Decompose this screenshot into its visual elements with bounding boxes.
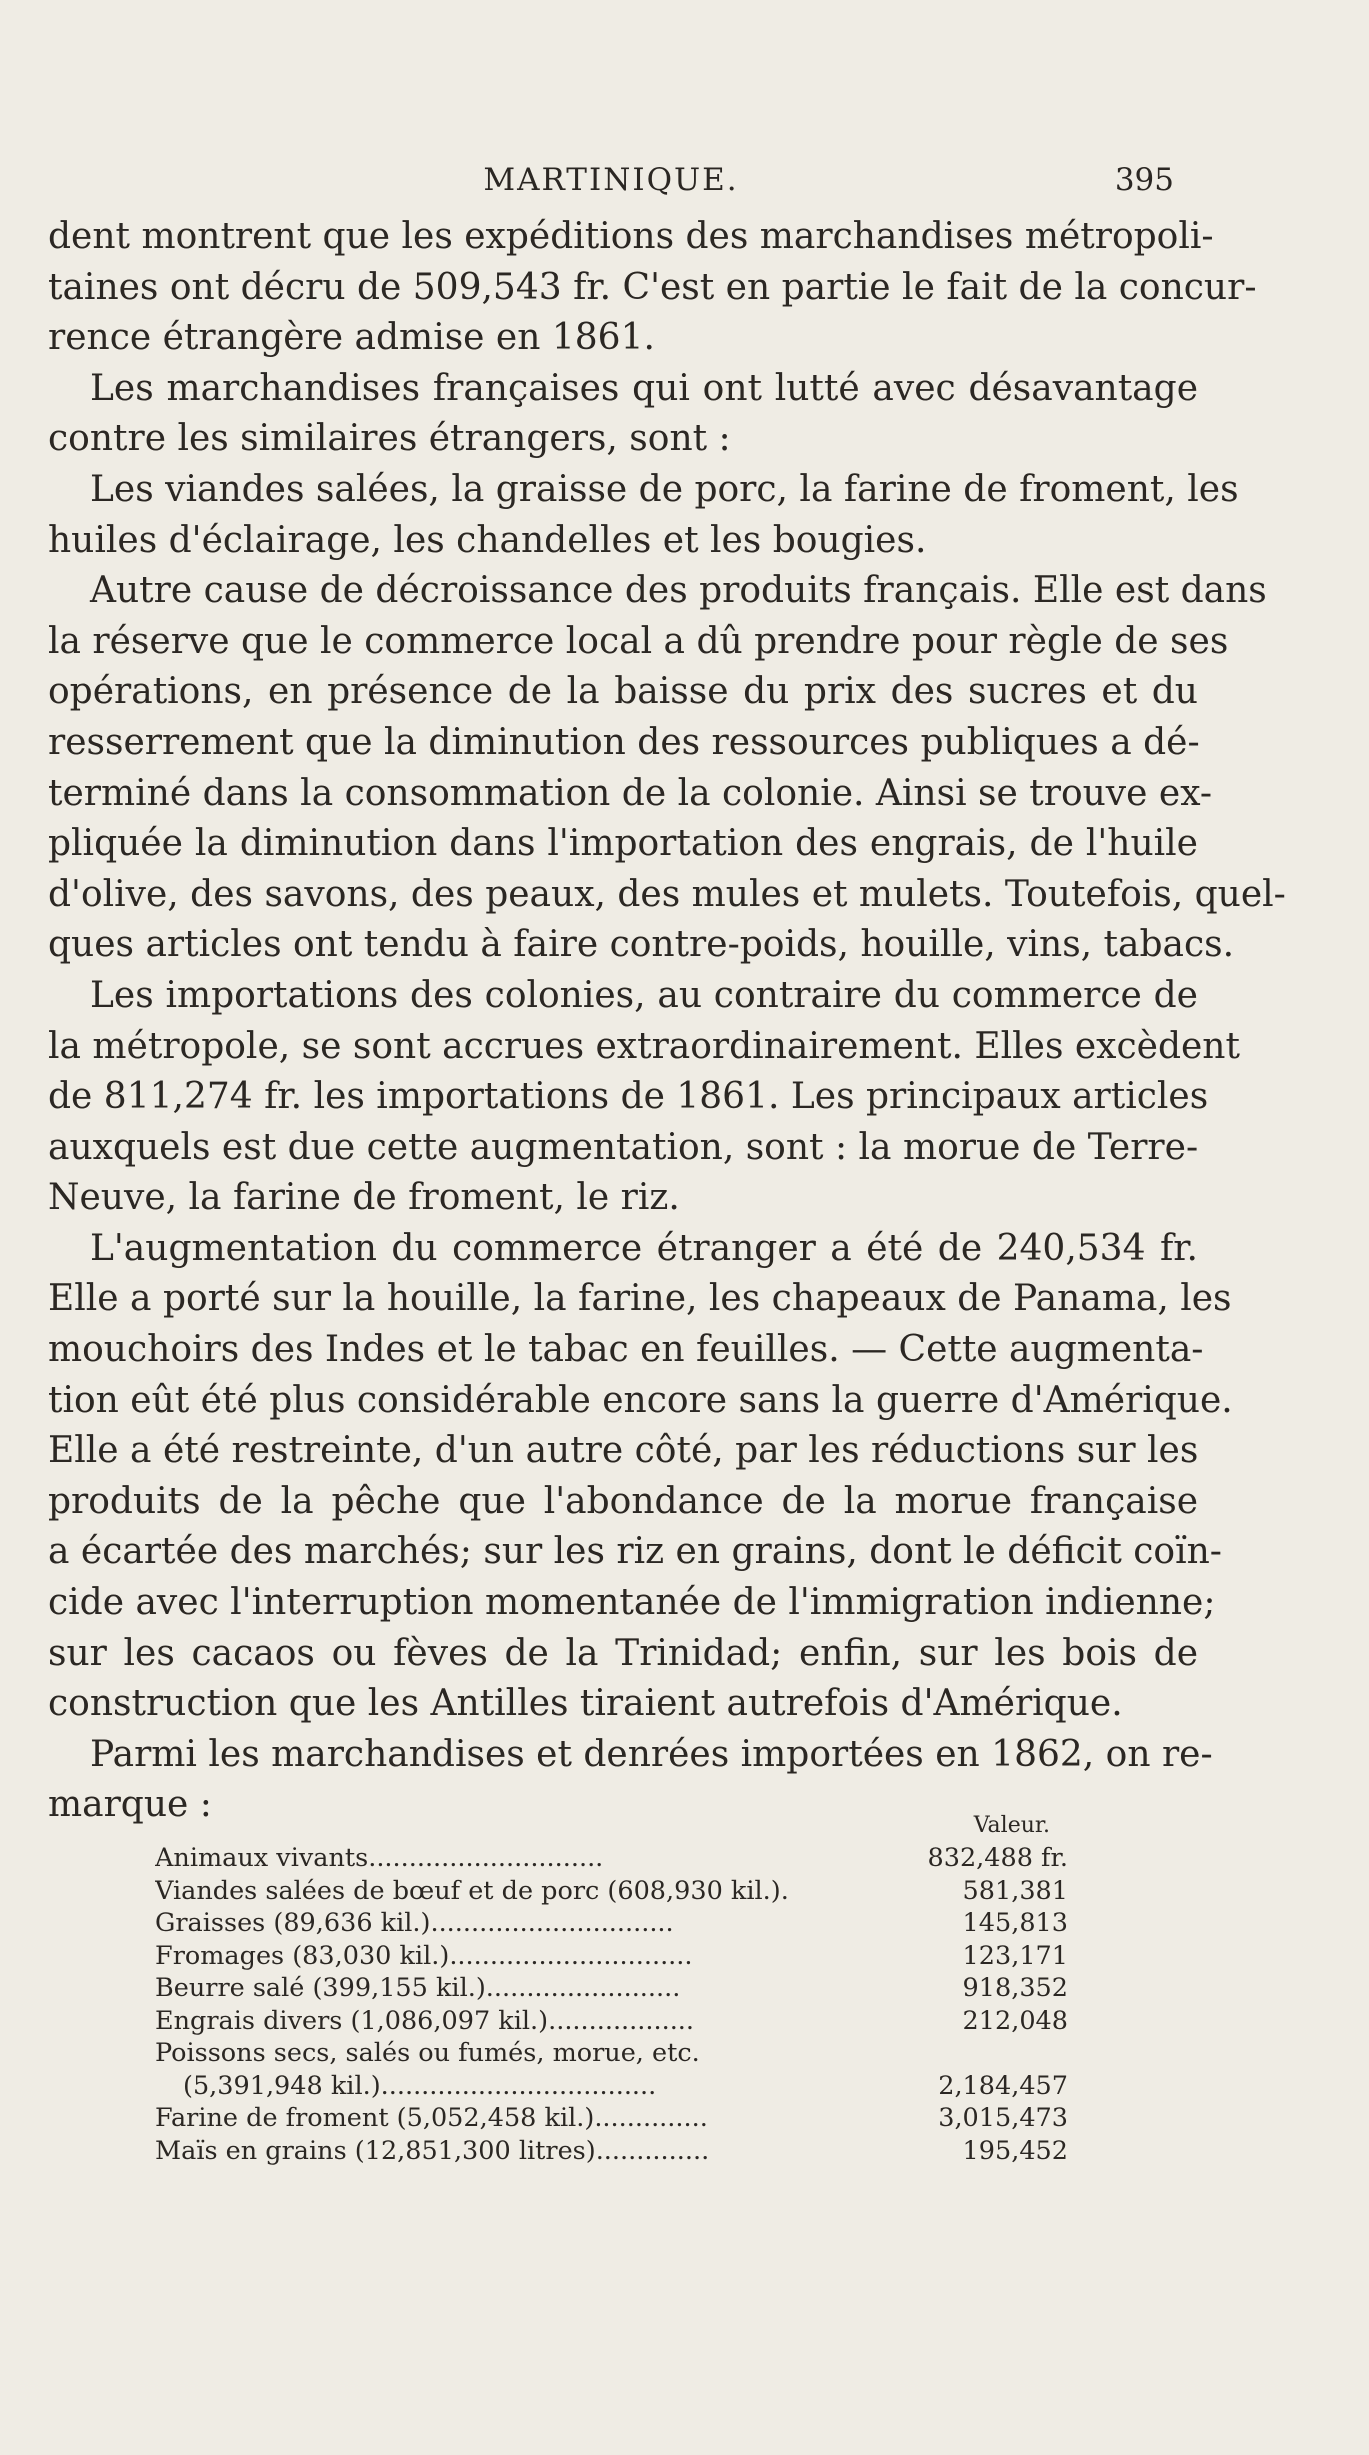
table-row — [155, 2070, 1068, 2103]
text-line: Les importations des colonies, au contraire du commerce de — [90, 974, 1198, 1016]
row-label: Graisses (89,636 kil.).............................. — [155, 1908, 674, 1938]
row-label: Fromages (83,030 kil.).............................. — [155, 1940, 693, 1971]
table-row — [155, 1875, 1068, 1908]
table-row — [155, 2037, 1068, 2070]
row-value: 145,813 — [962, 1908, 1068, 1938]
row-value: 2,184,457 — [938, 2070, 1068, 2101]
row-value: 832,488 fr. — [927, 1843, 1068, 1873]
table-header-valeur: Valeur. — [973, 1813, 1050, 1838]
text-line: d'olive, des savons, des peaux, des mules et mulets. Toutefois, quel- — [48, 873, 1286, 915]
text-line: la réserve que le commerce local a dû prendre pour règle de ses — [48, 620, 1229, 662]
text-line: mouchoirs des Indes et le tabac en feuilles. — Cette augmenta- — [48, 1329, 1204, 1371]
text-line: Autre cause de décroissance des produits français. Elle est dans — [90, 570, 1267, 612]
row-label: Animaux vivants............................. — [155, 1843, 604, 1873]
text-line: auxquels est due cette augmentation, sont : la morue de Terre- — [48, 1126, 1199, 1168]
body-text — [48, 212, 1286, 1831]
table-row — [155, 1842, 1068, 1875]
text-line: la métropole, se sont accrues extraordinairement. Elles excèdent — [48, 1025, 1240, 1067]
row-value: 195,452 — [962, 2135, 1068, 2166]
row-value — [893, 2037, 1068, 2070]
text-line: construction que les Antilles tiraient autrefois d'Amérique. — [48, 1683, 1123, 1725]
text-line: cide avec l'interruption momentanée de l'immigration indienne; — [48, 1582, 1216, 1624]
text-line: tion eût été plus considérable encore sans la guerre d'Amérique. — [48, 1379, 1233, 1421]
text-line: sur les cacaos ou fèves de la Trinidad; enfin, sur les bois de — [48, 1632, 1198, 1674]
text-line: terminé dans la consommation de la colonie. Ainsi se trouve ex- — [48, 772, 1213, 814]
row-label: Farine de froment (5,052,458 kil.).............. — [155, 2103, 708, 2133]
row-label: (5,391,948 kil.).................................. — [183, 2070, 657, 2101]
text-line: Les viandes salées, la graisse de porc, la farine de froment, les — [90, 468, 1239, 510]
text-line: taines ont décru de 509,543 fr. C'est en partie le fait de la concur- — [48, 266, 1257, 308]
text-line: huiles d'éclairage, les chandelles et les bougies. — [48, 519, 927, 561]
text-line: Elle a porté sur la houille, la farine, les chapeaux de Panama, les — [48, 1278, 1232, 1320]
text-line: produits de la pêche que l'abondance de la morue française — [48, 1480, 1198, 1522]
row-label: Viandes salées de bœuf et de porc (608,930 kil.). — [155, 1875, 789, 1906]
page-number: 395 — [1114, 162, 1174, 198]
text-line: marque : — [48, 1784, 212, 1826]
table-row — [155, 2005, 1068, 2038]
table-row — [155, 2102, 1068, 2135]
imports-table — [155, 1810, 1068, 2167]
row-value: 123,171 — [962, 1940, 1068, 1971]
text-line: Neuve, la farine de froment, le riz. — [48, 1177, 680, 1219]
row-label: Engrais divers (1,086,097 kil.).................. — [155, 2005, 695, 2036]
text-line: pliquée la diminution dans l'importation des engrais, de l'huile — [48, 823, 1198, 865]
row-value: 212,048 — [962, 2005, 1068, 2036]
text-line: ques articles ont tendu à faire contre-poids, houille, vins, tabacs. — [48, 924, 1235, 966]
table-row — [155, 1907, 1068, 1940]
text-line: dent montrent que les expéditions des marchandises métropoli- — [48, 216, 1214, 257]
row-label: Beurre salé (399,155 kil.)........................ — [155, 1973, 681, 2003]
text-line: a écartée des marchés; sur les riz en grains, dont le déficit coïn- — [48, 1531, 1222, 1573]
row-label: Maïs en grains (12,851,300 litres).............. — [155, 2135, 710, 2166]
text-line: Elle a été restreinte, d'un autre côté, par les réductions sur les — [48, 1430, 1199, 1472]
row-value: 918,352 — [962, 1973, 1068, 2003]
text-line: de 811,274 fr. les importations de 1861. Les principaux articles — [48, 1076, 1209, 1118]
table-row — [155, 2135, 1068, 2168]
text-line: rence étrangère admise en 1861. — [48, 317, 655, 359]
row-value: 581,381 — [962, 1875, 1068, 1906]
row-value: 3,015,473 — [938, 2103, 1068, 2133]
table-row — [155, 1940, 1068, 1973]
text-line: contre les similaires étrangers, sont : — [48, 418, 731, 460]
running-title: MARTINIQUE. — [483, 162, 739, 198]
text-line: Parmi les marchandises et denrées importées en 1862, on re- — [90, 1733, 1213, 1775]
text-line: L'augmentation du commerce étranger a été de 240,534 fr. — [90, 1227, 1198, 1269]
page-header — [48, 158, 1174, 208]
row-label: Poissons secs, salés ou fumés, morue, etc. — [155, 2038, 700, 2068]
text-line: Les marchandises françaises qui ont lutté avec désavantage — [90, 367, 1198, 409]
table-row — [155, 1972, 1068, 2005]
text-line: resserrement que la diminution des ressources publiques a dé- — [48, 721, 1200, 763]
text-line: opérations, en présence de la baisse du prix des sucres et du — [48, 671, 1198, 713]
